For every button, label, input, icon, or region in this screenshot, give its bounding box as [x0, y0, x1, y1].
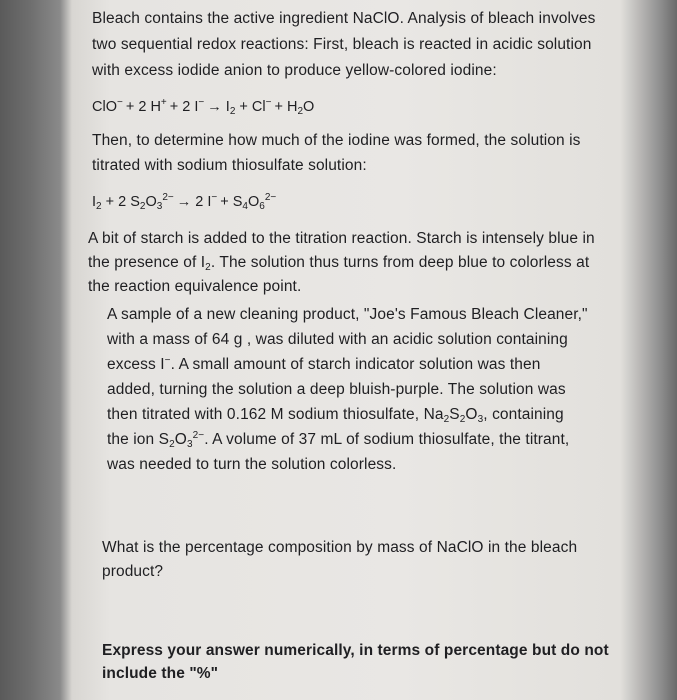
- intro-line-1: Bleach contains the active ingredient NaClO. Analysis of bleach involves: [92, 10, 596, 27]
- titration-intro-line-1: Then, to determine how much of the iodine was formed, the solution is: [92, 132, 581, 149]
- sample-line-2: with a mass of 64 g , was diluted with an acidic solution containing: [107, 331, 568, 348]
- starch-line-1: A bit of starch is added to the titration reaction. Starch is intensely blue in: [88, 230, 595, 247]
- question-line-1: What is the percentage composition by mass of NaClO in the bleach: [102, 539, 578, 556]
- intro-line-3: with excess iodide anion to produce yellow-colored iodine:: [92, 62, 497, 79]
- sample-line-5: then titrated with 0.162 M sodium thiosulfate, $Na_2S_2O_3$, containing: [107, 406, 564, 425]
- sample-line-7: was needed to turn the solution colorless.: [107, 456, 397, 473]
- starch-line-3: the reaction equivalence point.: [88, 278, 302, 295]
- question-line-2: product?: [102, 563, 164, 580]
- sample-line-4: added, turning the solution a deep bluish-purple. The solution was: [107, 381, 566, 398]
- instruction-line-1: Express your answer numerically, in terms of percentage but do not: [102, 642, 609, 659]
- sample-line-3: excess I−. A small amount of starch indicator solution was then: [107, 355, 541, 373]
- sample-line-6: the ion $S_2O_3^{2-}$. A volume of 37 mL of sodium thiosulfate, the titrant,: [107, 430, 570, 450]
- instruction-line-2: include the "%": [102, 665, 219, 682]
- titration-intro-line-2: titrated with sodium thiosulfate solution:: [92, 157, 367, 174]
- sample-line-1: A sample of a new cleaning product, "Joe's Famous Bleach Cleaner,": [107, 306, 588, 323]
- equation-hypochlorite-iodide: ClO− + 2 H+ + 2 $I^- \to I_2 + Cl^- + H_2O$: [92, 97, 315, 117]
- intro-line-2: two sequential redox reactions: First, bleach is reacted in acidic solution: [92, 36, 592, 53]
- equation-iodine-thiosulfate: $I_2 + 2$ $S_2O_3^{2-} \to 2$ $I^- + S_4O_6^{2-}$: [92, 192, 277, 212]
- starch-line-2: the presence of $I_2$. The solution thus turns from deep blue to colorless at: [88, 254, 590, 273]
